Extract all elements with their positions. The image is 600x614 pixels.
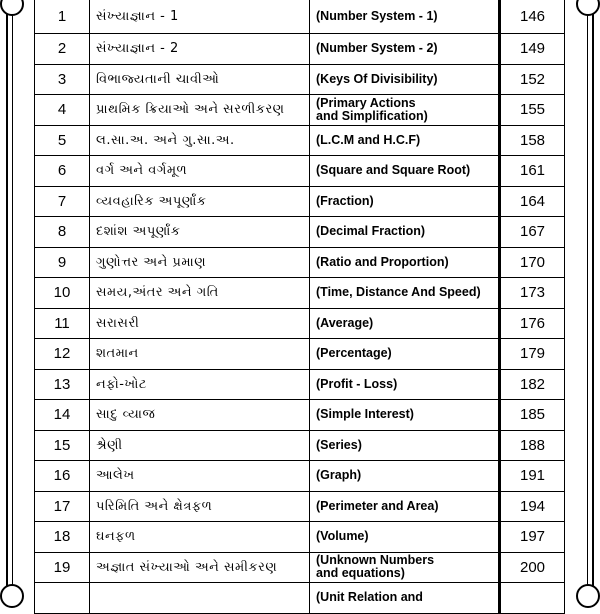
chapter-title-gujarati: શતમાન xyxy=(90,339,310,370)
table-row xyxy=(35,156,565,187)
chapter-title-english: (Ratio and Proportion) xyxy=(310,247,500,278)
page-number: 158 xyxy=(500,125,565,156)
chapter-number: 14 xyxy=(35,400,90,431)
chapter-title-gujarati: સાદુ વ્યાજ xyxy=(90,400,310,431)
table-row xyxy=(35,552,565,583)
chapter-title-english: (Unit Relation and xyxy=(310,583,500,614)
page-number: 152 xyxy=(500,64,565,95)
chapter-title-english: (Graph) xyxy=(310,461,500,492)
border-line-left xyxy=(6,0,8,600)
chapter-title-english: (Fraction) xyxy=(310,186,500,217)
chapter-title-english: (L.C.M and H.C.F) xyxy=(310,125,500,156)
corner-ornament-top-left xyxy=(0,0,24,16)
page-number: 167 xyxy=(500,217,565,248)
page-number: 173 xyxy=(500,278,565,309)
chapter-title-gujarati: સમય,અંતર અને ગતિ xyxy=(90,278,310,309)
chapter-number: 18 xyxy=(35,522,90,553)
chapter-number: 10 xyxy=(35,278,90,309)
chapter-title-english: (Decimal Fraction) xyxy=(310,217,500,248)
table-row xyxy=(35,64,565,95)
chapter-title-english: (Unknown Numbers and equations) xyxy=(310,552,500,583)
chapter-number: 3 xyxy=(35,64,90,95)
chapter-number: 6 xyxy=(35,156,90,187)
page-number: 161 xyxy=(500,156,565,187)
chapter-number: 2 xyxy=(35,34,90,65)
table-row xyxy=(35,339,565,370)
page-number: 182 xyxy=(500,369,565,400)
chapter-title-gujarati: સંખ્યાજ્ઞાન - 1 xyxy=(90,0,310,34)
chapter-number: 16 xyxy=(35,461,90,492)
chapter-number xyxy=(35,583,90,614)
page-number: 191 xyxy=(500,461,565,492)
table-row xyxy=(35,186,565,217)
table-row xyxy=(35,125,565,156)
chapter-number: 7 xyxy=(35,186,90,217)
chapter-number: 8 xyxy=(35,217,90,248)
chapter-title-english: (Time, Distance And Speed) xyxy=(310,278,500,309)
table-row xyxy=(35,278,565,309)
table-row xyxy=(35,400,565,431)
table-row xyxy=(35,34,565,65)
chapter-number: 13 xyxy=(35,369,90,400)
table-row xyxy=(35,95,565,126)
page-number: 164 xyxy=(500,186,565,217)
chapter-number: 11 xyxy=(35,308,90,339)
chapter-title-english: (Square and Square Root) xyxy=(310,156,500,187)
chapter-number: 19 xyxy=(35,552,90,583)
table-row xyxy=(35,247,565,278)
chapter-title-gujarati: વ્યવહારિક અપૂર્ણાંક xyxy=(90,186,310,217)
chapter-number: 9 xyxy=(35,247,90,278)
page-number: 197 xyxy=(500,522,565,553)
table-row xyxy=(35,461,565,492)
border-line-right-inner xyxy=(587,0,588,600)
table-of-contents xyxy=(34,0,565,614)
table-row xyxy=(35,522,565,553)
chapter-title-gujarati: લ.સા.અ. અને ગુ.સા.અ. xyxy=(90,125,310,156)
chapter-title-english: (Profit - Loss) xyxy=(310,369,500,400)
chapter-title-gujarati: દશાંશ અપૂર્ણાંક xyxy=(90,217,310,248)
chapter-title-english: (Volume) xyxy=(310,522,500,553)
corner-ornament-top-right xyxy=(576,0,600,16)
chapter-title-gujarati: સંખ્યાજ્ઞાન - 2 xyxy=(90,34,310,65)
corner-ornament-bottom-left xyxy=(0,584,24,608)
chapter-title-english: (Number System - 2) xyxy=(310,34,500,65)
chapter-number: 5 xyxy=(35,125,90,156)
border-line-right xyxy=(592,0,594,600)
page-number: 200 xyxy=(500,552,565,583)
chapter-title-english: (Series) xyxy=(310,430,500,461)
chapter-title-gujarati: પ્રાથમિક ક્રિયાઓ અને સરળીકરણ xyxy=(90,95,310,126)
table-row xyxy=(35,491,565,522)
chapter-title-gujarati: વિભાજ્યતાની ચાવીઓ xyxy=(90,64,310,95)
chapter-title-gujarati: વર્ગ અને વર્ગમૂળ xyxy=(90,156,310,187)
chapter-title-gujarati: નફો-ખોટ xyxy=(90,369,310,400)
chapter-title-gujarati: ઘનફળ xyxy=(90,522,310,553)
page-number: 149 xyxy=(500,34,565,65)
chapter-title-english: (Percentage) xyxy=(310,339,500,370)
chapter-number: 1 xyxy=(35,0,90,34)
chapter-title-english: (Number System - 1) xyxy=(310,0,500,34)
table-row xyxy=(35,217,565,248)
chapter-number: 12 xyxy=(35,339,90,370)
corner-ornament-bottom-right xyxy=(576,584,600,608)
page-number: 155 xyxy=(500,95,565,126)
chapter-number: 17 xyxy=(35,491,90,522)
border-line-left-inner xyxy=(12,0,13,600)
table-row xyxy=(35,0,565,34)
chapter-title-gujarati xyxy=(90,583,310,614)
chapter-title-gujarati: સરાસરી xyxy=(90,308,310,339)
chapter-title-gujarati: અજ્ઞાત સંખ્યાઓ અને સમીકરણ xyxy=(90,552,310,583)
chapter-title-english: (Average) xyxy=(310,308,500,339)
chapter-title-gujarati: શ્રેણી xyxy=(90,430,310,461)
chapter-title-english: (Primary Actions and Simplification) xyxy=(310,95,500,126)
page-number xyxy=(500,583,565,614)
chapter-title-gujarati: ગુણોત્તર અને પ્રમાણ xyxy=(90,247,310,278)
table-row xyxy=(35,369,565,400)
table-row xyxy=(35,308,565,339)
chapter-title-english: (Simple Interest) xyxy=(310,400,500,431)
table-row xyxy=(35,583,565,614)
page-number: 188 xyxy=(500,430,565,461)
table-row xyxy=(35,430,565,461)
chapter-title-gujarati: આલેખ xyxy=(90,461,310,492)
chapter-title-english: (Perimeter and Area) xyxy=(310,491,500,522)
page-number: 146 xyxy=(500,0,565,34)
chapter-title-english: (Keys Of Divisibility) xyxy=(310,64,500,95)
page-number: 179 xyxy=(500,339,565,370)
chapter-number: 15 xyxy=(35,430,90,461)
page-number: 194 xyxy=(500,491,565,522)
chapter-title-gujarati: પરિમિતિ અને ક્ષેત્રફળ xyxy=(90,491,310,522)
page-number: 170 xyxy=(500,247,565,278)
page-number: 176 xyxy=(500,308,565,339)
page-number: 185 xyxy=(500,400,565,431)
chapter-number: 4 xyxy=(35,95,90,126)
